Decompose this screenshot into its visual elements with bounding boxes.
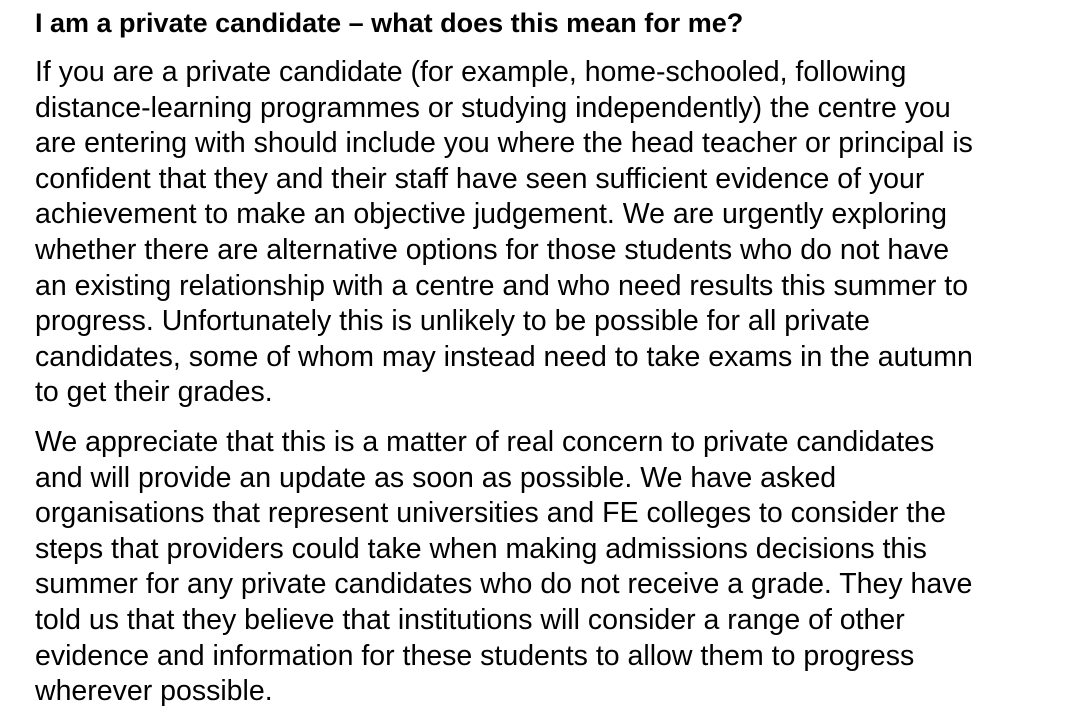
text-line: achievement to make an objective judgement. We are urgently exploring — [35, 198, 947, 231]
section-heading: I am a private candidate – what does this mean for me? — [35, 8, 744, 38]
text-line: an existing relationship with a centre and who need results this summer to — [35, 269, 969, 302]
text-line: evidence and information for these students to allow them to progress — [35, 639, 915, 672]
text-line: and will provide an update as soon as possible. We have asked — [35, 461, 837, 494]
text-line: are entering with should include you where the head teacher or principal is — [35, 127, 973, 160]
text-line: whether there are alternative options for those students who do not have — [35, 233, 950, 266]
text-line: distance-learning programmes or studying independently) the centre you — [35, 91, 951, 124]
text-line: confident that they and their staff have seen sufficient evidence of your — [35, 162, 925, 195]
text-line: told us that they believe that institutions will consider a range of other — [35, 603, 905, 636]
text-line: organisations that represent universities and FE colleges to consider the — [35, 497, 946, 530]
paragraph-concern-update — [35, 425, 972, 710]
text-line: We appreciate that this is a matter of real concern to private candidates — [35, 426, 935, 458]
text-line: steps that providers could take when making admissions decisions this — [35, 532, 927, 565]
text-line: wherever possible. — [35, 675, 273, 708]
text-line: summer for any private candidates who do not receive a grade. They have — [35, 568, 973, 601]
text-line: to get their grades. — [35, 376, 273, 409]
text-line: progress. Unfortunately this is unlikely to be possible for all private — [35, 305, 870, 338]
text-line: If you are a private candidate (for example, home-schooled, following — [35, 56, 907, 88]
text-line: candidates, some of whom may instead need to take exams in the autumn — [35, 340, 973, 373]
paragraph-private-candidate — [35, 55, 973, 411]
